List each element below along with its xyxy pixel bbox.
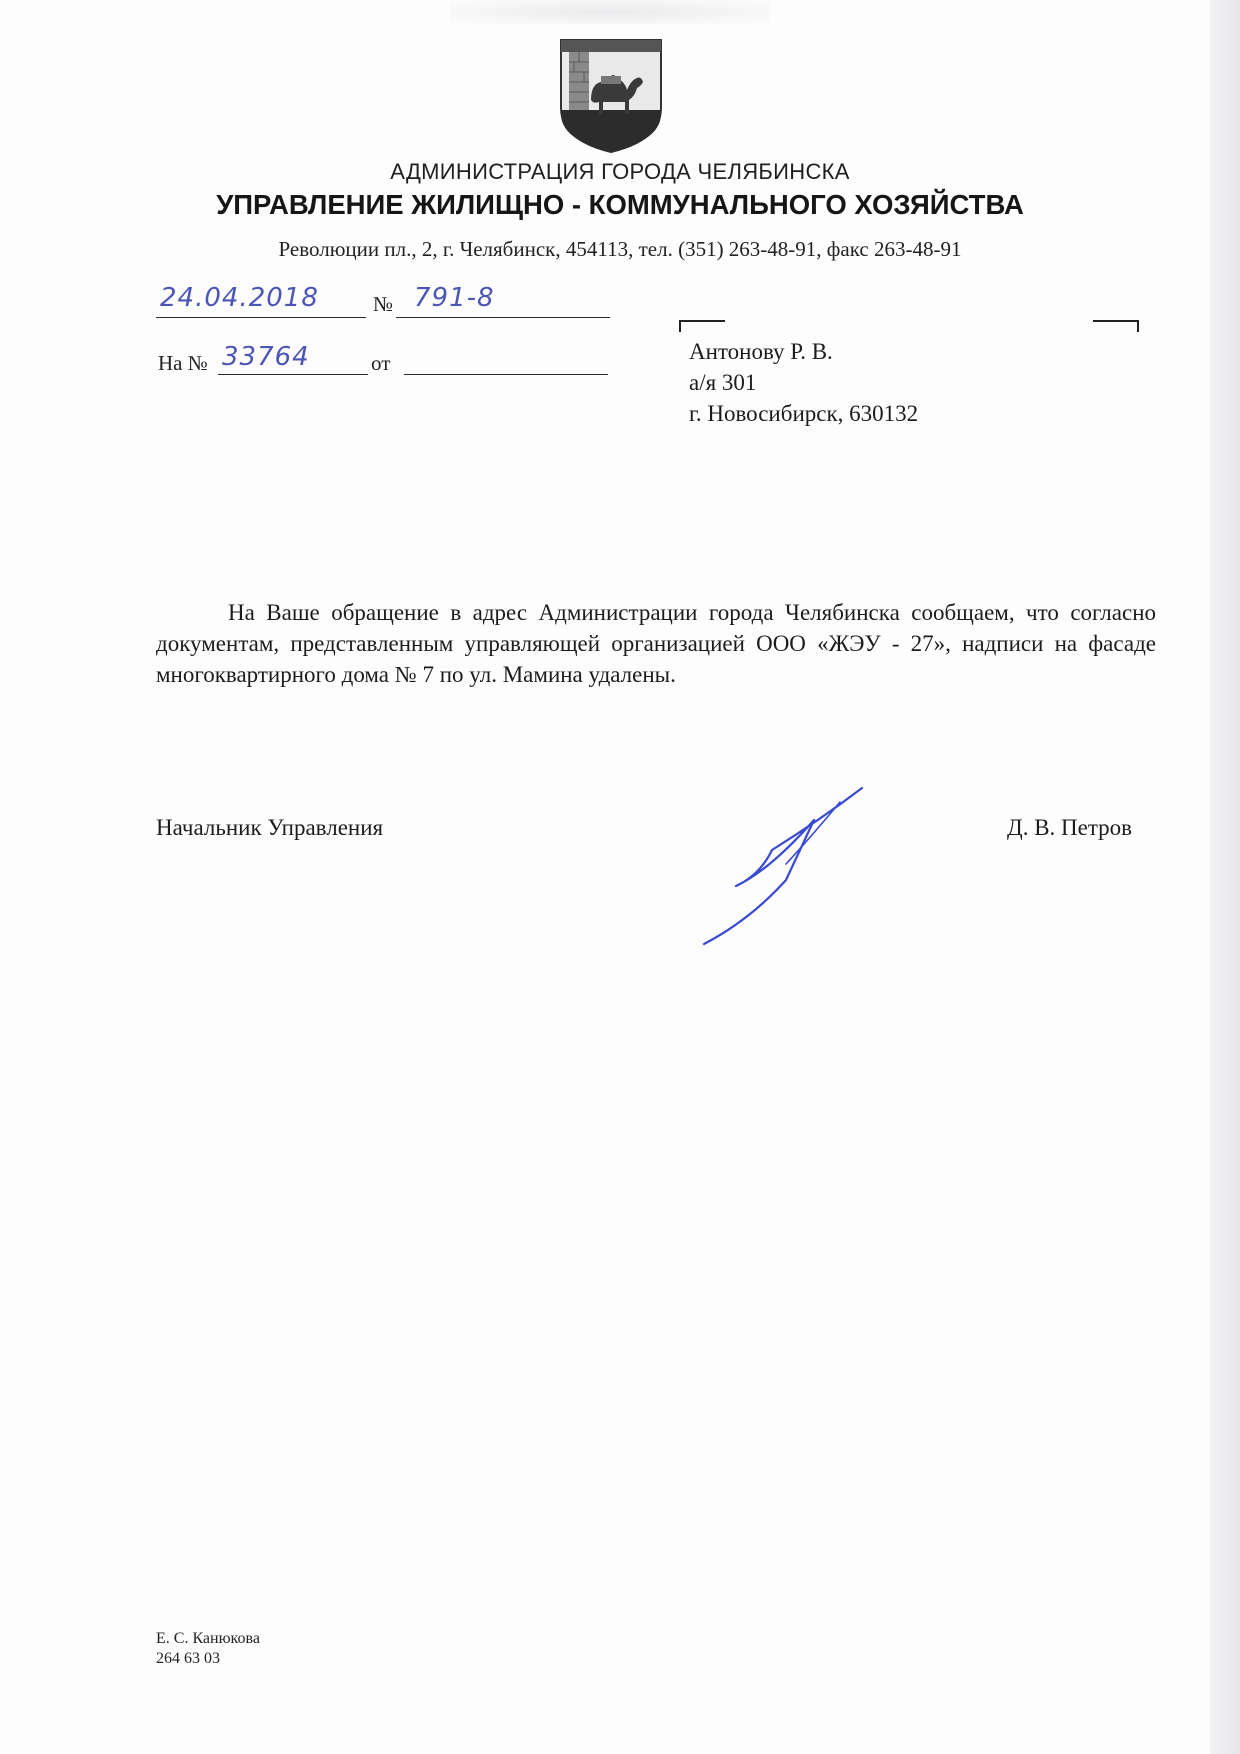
- letter-body: [156, 597, 1156, 690]
- number-label: №: [373, 292, 394, 316]
- date-underline: [156, 317, 366, 318]
- coat-of-arms-icon: [557, 38, 665, 154]
- address-corner-right: [1093, 320, 1139, 332]
- from-label: от: [371, 351, 391, 375]
- reply-number-label: На №: [158, 351, 208, 375]
- executor-block: [156, 1629, 260, 1669]
- scan-smudge: [450, 0, 770, 24]
- address-corner-left: [679, 320, 725, 332]
- organization-address: Революции пл., 2, г. Челябинск, 454113, тел. (351) 263-48-91, факс 263-48-91: [278, 237, 962, 261]
- recipient-block: [689, 336, 918, 429]
- body-paragraph: На Ваше обращение в адрес Администрации города Челябинска сообщаем, что согласно документам, представленным управляющей организацией ООО «ЖЭУ - 27», надписи на фасаде многоквартирного дома № 7 по ул. Мамина удалены.: [156, 600, 1156, 687]
- recipient-city: г. Новосибирск, 630132: [689, 401, 919, 426]
- signer-position: Начальник Управления: [156, 815, 384, 840]
- recipient-po-box: а/я 301: [689, 370, 757, 395]
- parent-organization: АДМИНИСТРАЦИЯ ГОРОДА ЧЕЛЯБИНСКА: [390, 159, 850, 184]
- handwritten-signature: [690, 780, 870, 950]
- reply-date-underline: [404, 374, 608, 375]
- reply-number-handwritten: 33764: [222, 342, 310, 372]
- executor-phone: 264 63 03: [156, 1650, 220, 1667]
- outgoing-number-handwritten: 791-8: [414, 283, 495, 313]
- organization-name: УПРАВЛЕНИЕ ЖИЛИЩНО - КОММУНАЛЬНОГО ХОЗЯЙСТВА: [216, 189, 1024, 220]
- recipient-name: Антонову Р. В.: [689, 339, 833, 364]
- executor-name: Е. С. Канюкова: [156, 1630, 260, 1647]
- signer-name: Д. В. Петров: [1007, 815, 1133, 840]
- number-underline: [396, 317, 610, 318]
- reply-number-underline: [218, 374, 368, 375]
- outgoing-date-handwritten: 24.04.2018: [160, 283, 319, 313]
- scan-edge-shadow: [1210, 0, 1240, 1754]
